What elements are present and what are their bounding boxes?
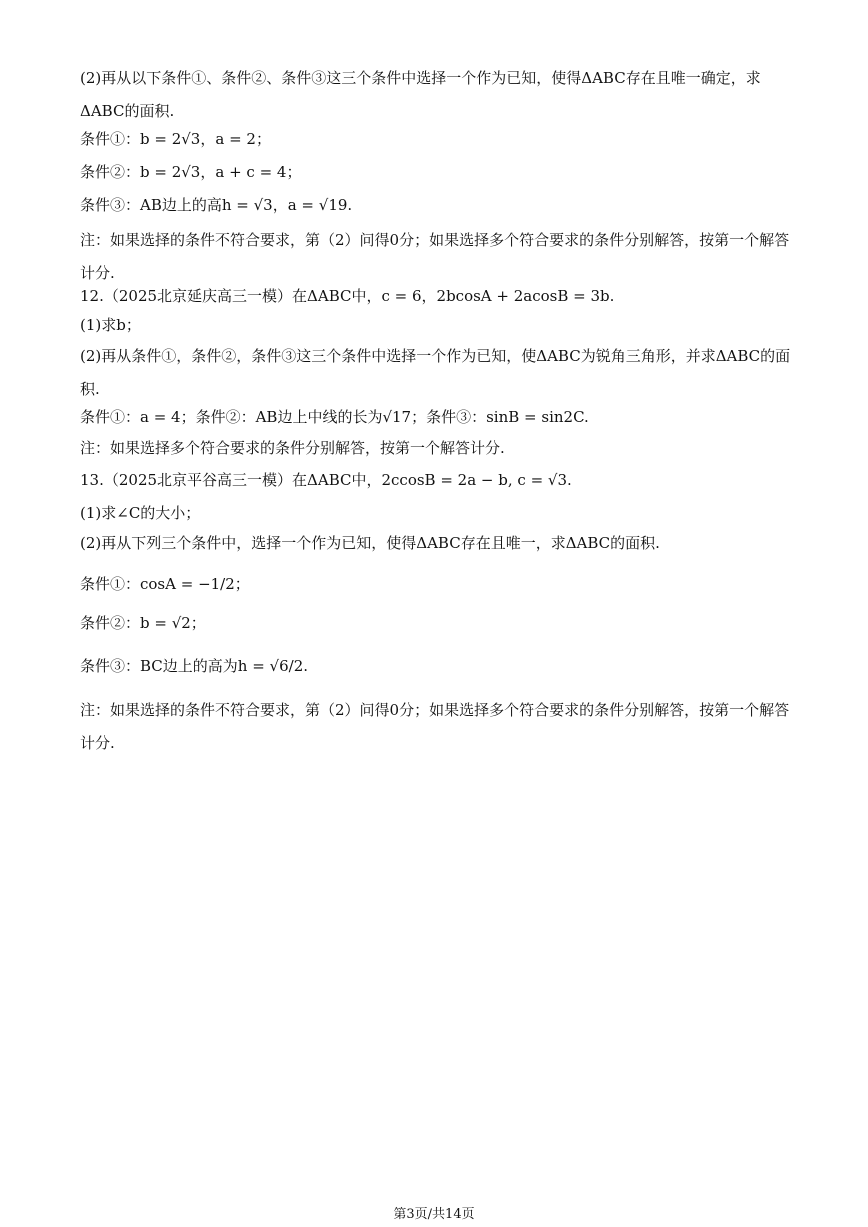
text-line: (1)求b；	[80, 316, 141, 334]
text-line: (2)再从以下条件①、条件②、条件③这三个条件中选择一个作为已知，使得ΔABC存在且唯一确定，求ΔABC的面积.	[80, 69, 761, 120]
text-line: 条件①：a = 4；条件②：AB边上中线的长为√17；条件③：sinB = sin2C.	[80, 408, 589, 426]
text-line: 条件①：cosA = −1/2；	[80, 575, 250, 593]
text-line: 13.（2025北京平谷高三一模）在ΔABC中，2ccosB = 2a − b, c = √3.	[80, 471, 572, 489]
text-line: (2)再从下列三个条件中，选择一个作为已知，使得ΔABC存在且唯一，求ΔABC的面积.	[80, 534, 660, 552]
page-footer: 第3页/共14页	[393, 1207, 475, 1222]
text-line: 注：如果选择的条件不符合要求，第（2）问得0分；如果选择多个符合要求的条件分别解答，按第一个解答计分.	[80, 231, 790, 282]
text-line: 条件③：BC边上的高为h = √6/2.	[80, 657, 309, 675]
text-line: 条件②：b = 2√3，a + c = 4；	[80, 163, 302, 181]
text-line: 注：如果选择的条件不符合要求，第（2）问得0分；如果选择多个符合要求的条件分别解答，按第一个解答计分.	[80, 701, 790, 752]
text-line: 注：如果选择多个符合要求的条件分别解答，按第一个解答计分.	[80, 439, 505, 457]
text-line: 条件②：b = √2；	[80, 614, 206, 632]
text-line: 条件①：b = 2√3，a = 2；	[80, 130, 271, 148]
text-line: (1)求∠C的大小；	[80, 504, 201, 522]
text-line: 条件③：AB边上的高h = √3，a = √19.	[80, 196, 353, 214]
text-line: 12.（2025北京延庆高三一模）在ΔABC中，c = 6，2bcosA + 2acosB = 3b.	[80, 287, 615, 305]
text-line: (2)再从条件①，条件②，条件③这三个条件中选择一个作为已知，使ΔABC为锐角三角形，并求ΔABC的面积.	[80, 347, 791, 398]
